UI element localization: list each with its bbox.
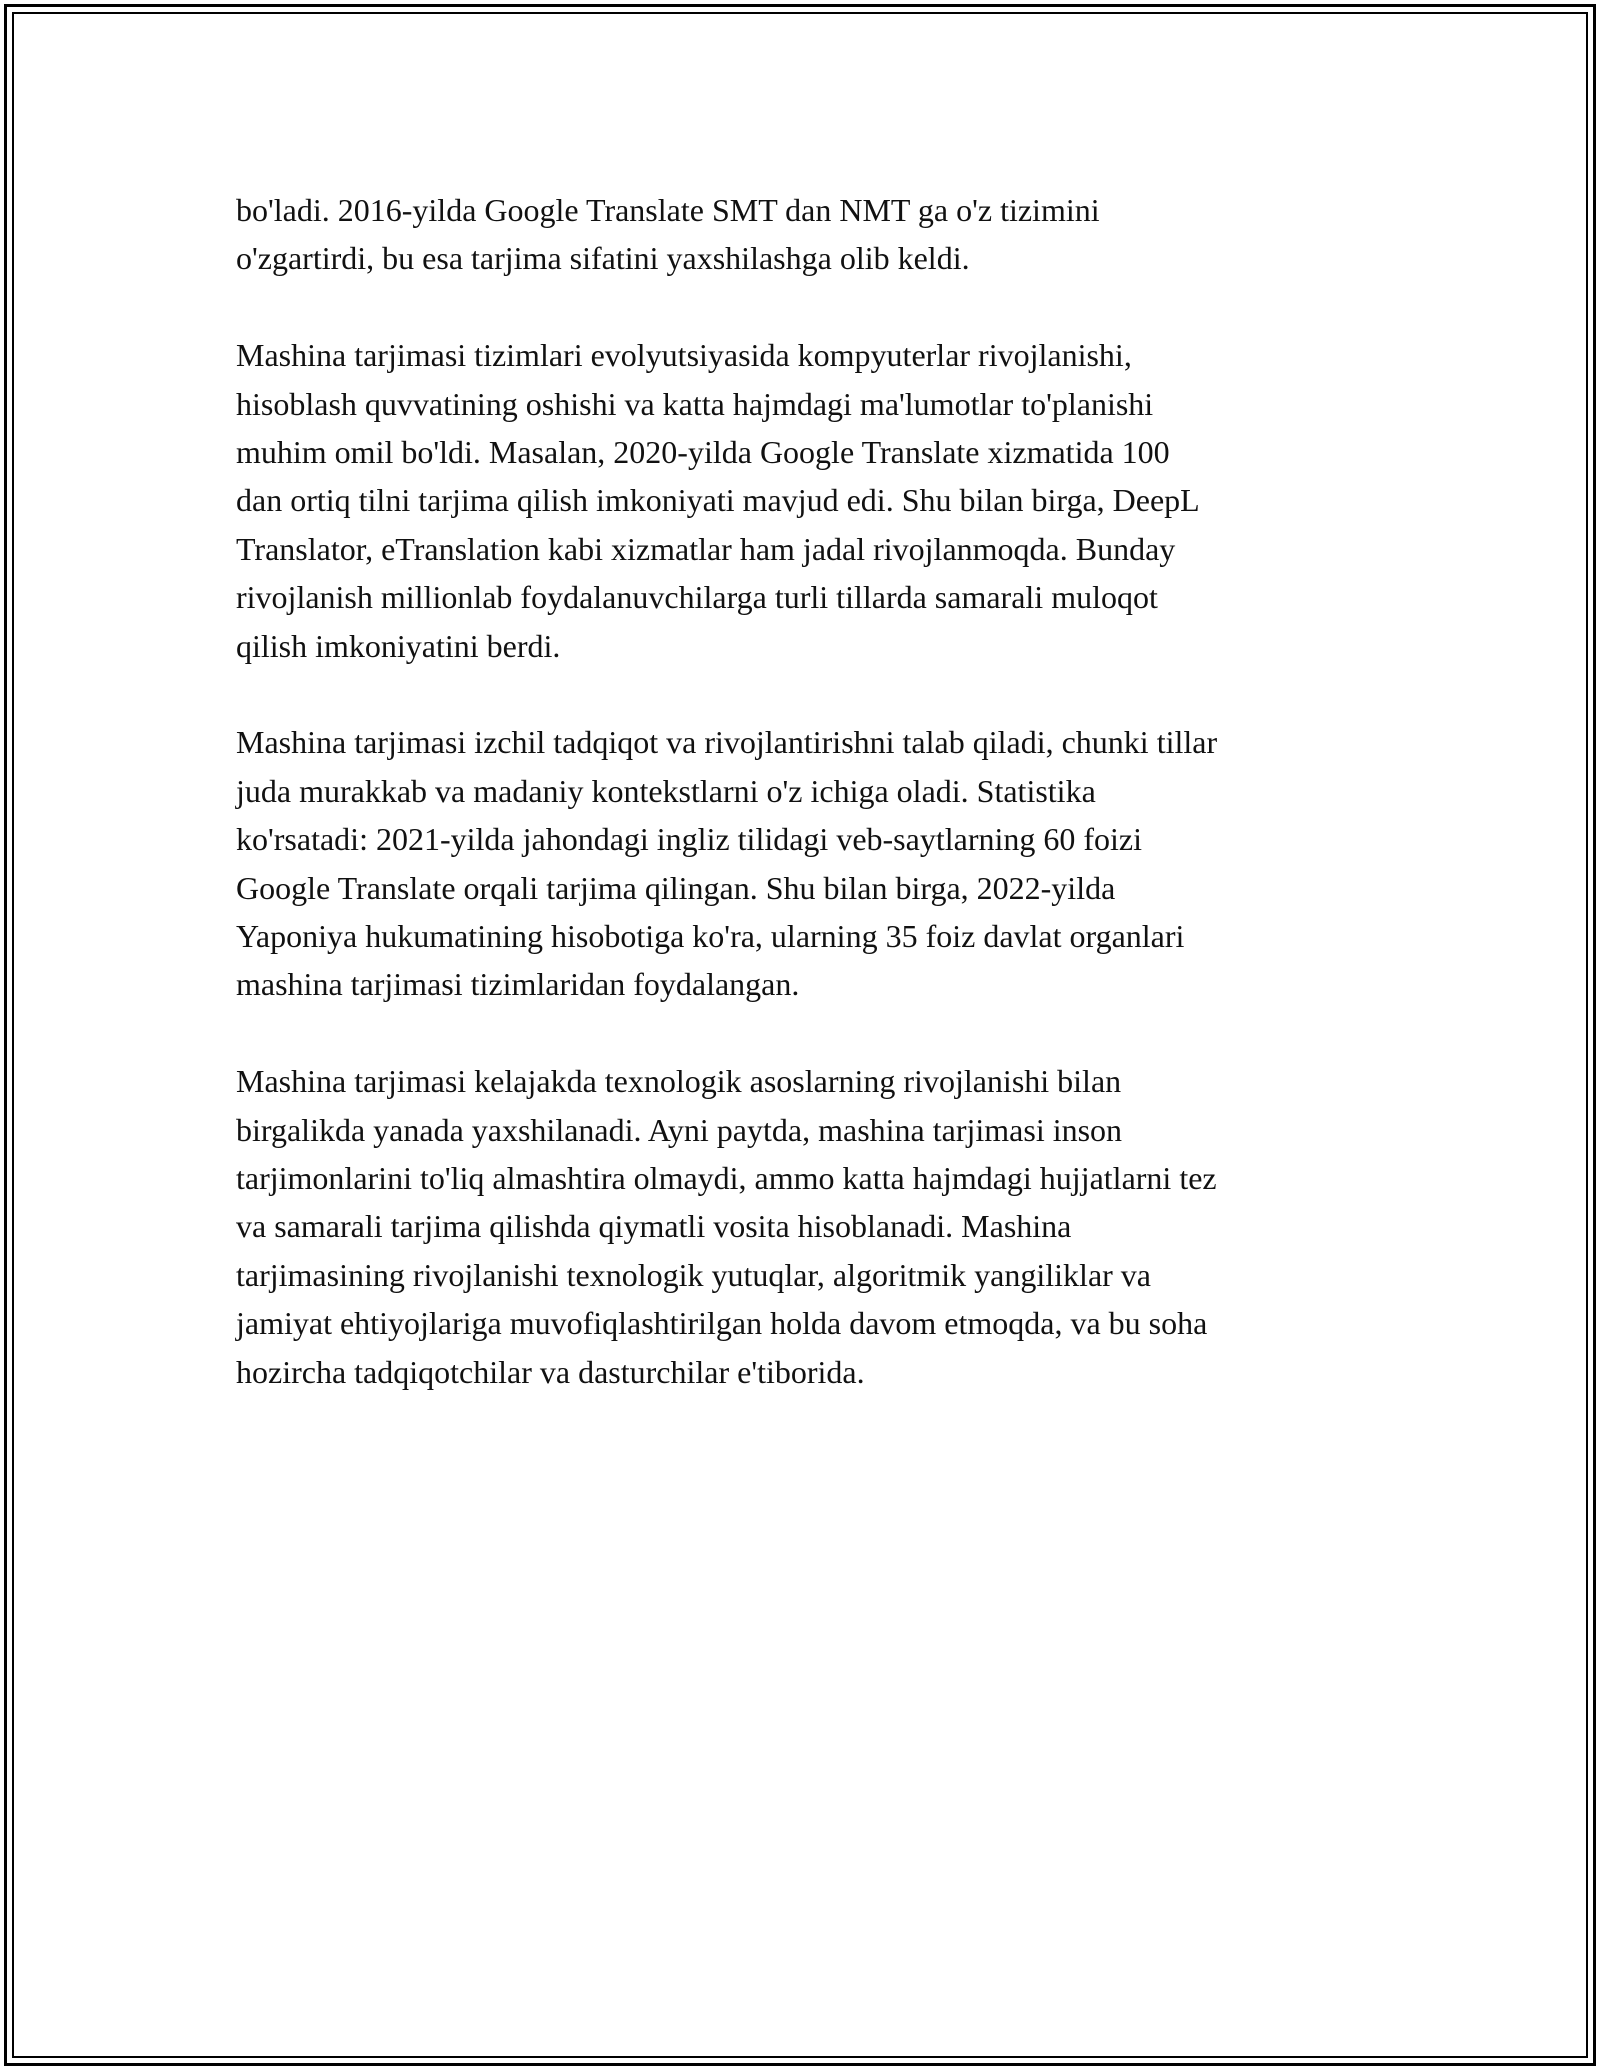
paragraph-4: Mashina tarjimasi kelajakda texnologik asoslarning rivojlanishi bilan birgalikda yanada yaxshilanadi. Ayni paytda, mashina tarjimasi inson tarjimonlarini to'liq almashtira olmaydi, ammo katta hajmdagi hujjatlarni tez va samarali tarjima qilishda qiymatli vosita hisoblanadi. Mashina tarjimasining rivojlanishi texnologik yutuqlar, algoritmik yangiliklar va jamiyat ehtiyojlariga muvofiqlashtirilgan holda davom etmoqda, va bu soha hozircha tadqiqotchilar va dasturchilar e'tiborida. [236, 1063, 1217, 1390]
paragraph-2: Mashina tarjimasi tizimlari evolyutsiyasida kompyuterlar rivojlanishi, hisoblash quvvatining oshishi va katta hajmdagi ma'lumotlar to'planishi muhim omil bo'ldi. Masalan, 2020-yilda Google Translate xizmatida 100 dan ortiq tilni tarjima qilish imkoniyati mavjud edi. Shu bilan birga, DeepL Translator, eTranslation kabi xizmatlar ham jadal rivojlanmoqda. Bunday rivojlanish millionlab foydalanuvchilarga turli tillarda samarali muloqot qilish imkoniyatini berdi. [236, 337, 1200, 664]
document-body [236, 186, 1366, 1445]
paragraph-1: bo'ladi. 2016-yilda Google Translate SMT dan NMT ga o'z tizimini o'zgartirdi, bu esa tarjima sifatini yaxshilashga olib keldi. [236, 192, 1100, 277]
paragraph-3: Mashina tarjimasi izchil tadqiqot va rivojlantirishni talab qiladi, chunki tillar juda murakkab va madaniy kontekstlarni o'z ichiga oladi. Statistika ko'rsatadi: 2021-yilda jahondagi ingliz tilidagi veb-saytlarning 60 foizi Google Translate orqali tarjima qilingan. Shu bilan birga, 2022-yilda Yaponiya hukumatining hisobotiga ko'ra, ularning 35 foiz davlat organlari mashina tarjimasi tizimlaridan foydalangan. [236, 724, 1218, 1003]
